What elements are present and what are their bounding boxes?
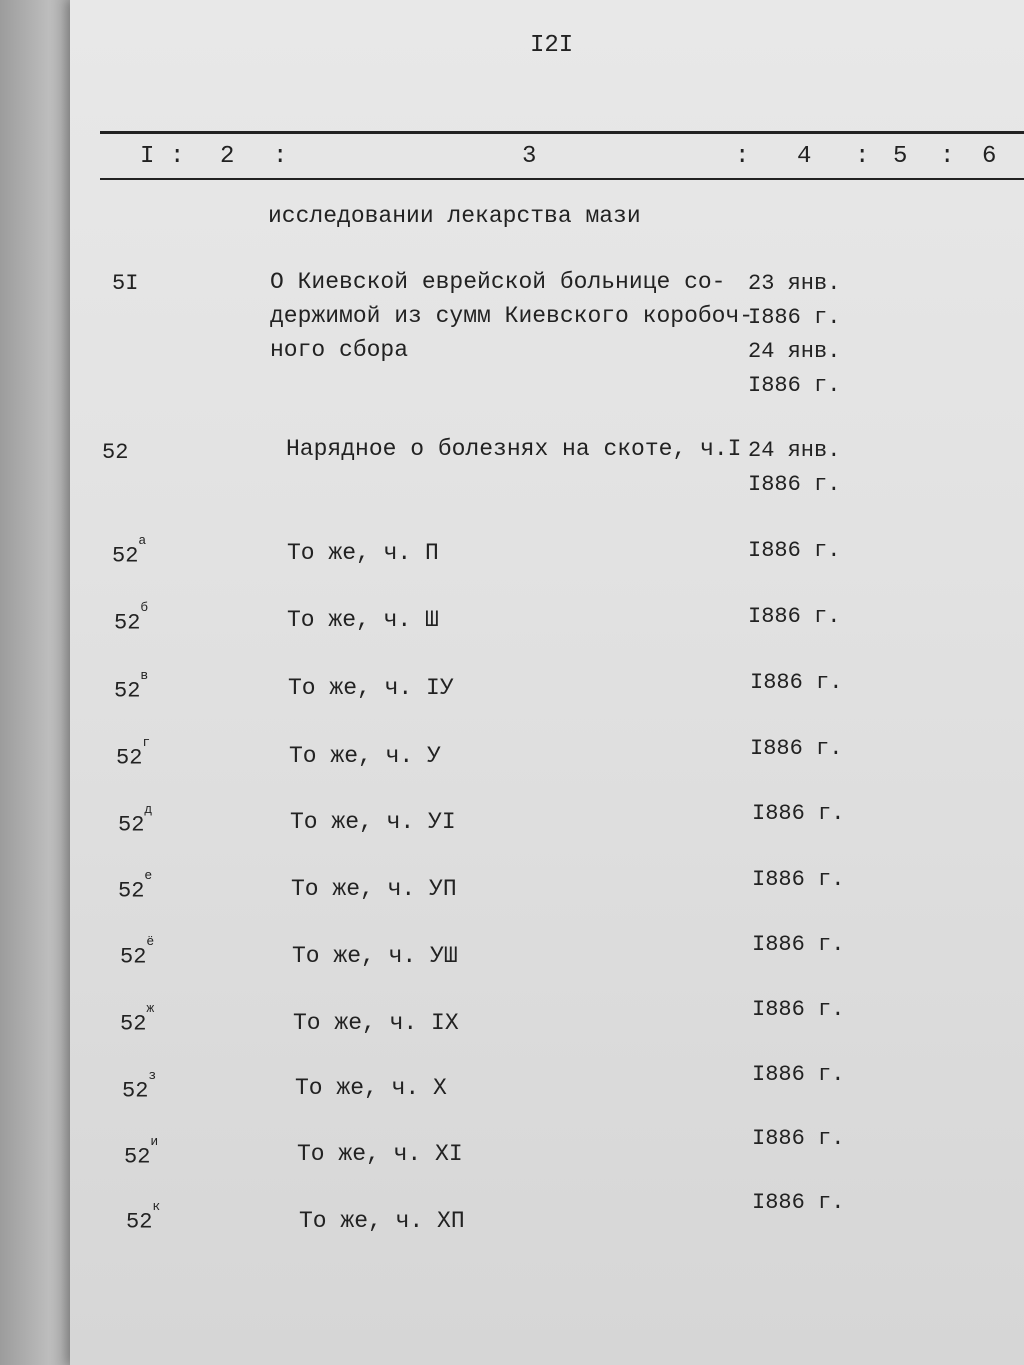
row-12-number <box>124 1134 159 1170</box>
header-col-4: 4 <box>797 143 812 170</box>
row-13-number-main: 52 <box>126 1209 153 1235</box>
row-5-date-line-0: I886 г. <box>750 670 843 695</box>
row-5-number <box>114 668 149 704</box>
row-1-date-line-1: I886 г. <box>748 305 841 330</box>
row-13-desc-line-0: То же, ч. ХП <box>299 1208 465 1234</box>
row-6-desc-line-0: То же, ч. У <box>289 743 441 769</box>
row-5-number-sup: в <box>140 668 149 683</box>
page-number: I2I <box>530 32 574 59</box>
row-11-number-sup: з <box>148 1068 157 1083</box>
row-3-number <box>112 533 147 569</box>
header-separator-3: : <box>735 143 750 170</box>
header-separator-4: : <box>855 143 870 170</box>
row-6-number-sup: г <box>142 735 151 750</box>
row-3-number-sup: а <box>138 533 147 548</box>
row-10-desc-line-0: То же, ч. IХ <box>293 1010 459 1036</box>
row-10-date-line-0: I886 г. <box>752 997 845 1022</box>
row-9-number-main: 52 <box>120 944 147 970</box>
row-10-number-sup: ж <box>146 1001 155 1016</box>
header-col-5: 5 <box>893 143 908 170</box>
row-10-number-main: 52 <box>120 1011 147 1037</box>
header-separator-2: : <box>273 143 288 170</box>
row-8-desc-line-0: То же, ч. УП <box>291 876 457 902</box>
row-12-number-main: 52 <box>124 1144 151 1170</box>
row-8-number-main: 52 <box>118 878 145 904</box>
row-9-number-sup: ё <box>146 934 155 949</box>
row-7-number-main: 52 <box>118 812 145 838</box>
row-11-desc-line-0: То же, ч. Х <box>295 1075 447 1101</box>
row-8-number-sup: е <box>144 868 153 883</box>
row-11-date-line-0: I886 г. <box>752 1062 845 1087</box>
row-1-date-line-3: I886 г. <box>748 373 841 398</box>
row-5-number-main: 52 <box>114 678 141 704</box>
row-3-number-main: 52 <box>112 543 139 569</box>
header-col-1: I <box>140 143 155 170</box>
row-7-number-sup: д <box>144 802 153 817</box>
row-4-date-line-0: I886 г. <box>748 604 841 629</box>
header-separator-5: : <box>940 143 955 170</box>
row-7-number <box>118 802 153 838</box>
row-0-desc-line-0: исследовании лекарства мази <box>268 203 641 229</box>
header-col-6: 6 <box>982 143 997 170</box>
previous-page-edge <box>0 0 70 1365</box>
row-9-number <box>120 934 155 970</box>
row-9-date-line-0: I886 г. <box>752 932 845 957</box>
row-2-date-line-0: 24 янв. <box>748 438 841 463</box>
header-rule-top <box>100 131 1024 134</box>
row-4-desc-line-0: То же, ч. Ш <box>287 607 439 633</box>
header-separator-1: : <box>170 143 185 170</box>
row-2-desc-line-0: Нарядное о болезнях на скоте, ч.I <box>286 436 742 462</box>
row-1-date-line-2: 24 янв. <box>748 339 841 364</box>
row-9-desc-line-0: То же, ч. УШ <box>292 943 458 969</box>
row-8-date-line-0: I886 г. <box>752 867 845 892</box>
header-col-2: 2 <box>220 143 235 170</box>
row-4-number-main: 52 <box>114 610 141 636</box>
row-4-number <box>114 600 149 636</box>
row-7-date-line-0: I886 г. <box>752 801 845 826</box>
row-1-desc-line-0: О Киевской еврейской больнице со- <box>270 269 726 295</box>
row-6-number-main: 52 <box>116 745 143 771</box>
row-2-date-line-1: I886 г. <box>748 472 841 497</box>
row-1-date-line-0: 23 янв. <box>748 271 841 296</box>
row-3-desc-line-0: То же, ч. П <box>287 540 439 566</box>
row-2-number: 52 <box>102 440 129 465</box>
row-5-desc-line-0: То же, ч. IУ <box>288 675 454 701</box>
row-6-number <box>116 735 151 771</box>
row-12-date-line-0: I886 г. <box>752 1126 845 1151</box>
row-11-number-main: 52 <box>122 1078 149 1104</box>
row-1-desc-line-1: держимой из сумм Киевского коробоч- <box>270 303 754 329</box>
row-1-desc-line-2: ного сбора <box>270 337 409 363</box>
row-4-number-sup: б <box>140 600 149 615</box>
header-col-3: 3 <box>522 143 537 170</box>
row-13-date-line-0: I886 г. <box>752 1190 845 1215</box>
header-rule-bottom <box>100 178 1024 180</box>
row-8-number <box>118 868 153 904</box>
row-12-desc-line-0: То же, ч. ХI <box>297 1141 463 1167</box>
row-13-number <box>126 1199 161 1235</box>
row-11-number <box>122 1068 157 1104</box>
row-12-number-sup: и <box>150 1134 159 1149</box>
row-7-desc-line-0: То же, ч. УI <box>290 809 456 835</box>
row-10-number <box>120 1001 155 1037</box>
row-13-number-sup: к <box>152 1199 161 1214</box>
row-3-date-line-0: I886 г. <box>748 538 841 563</box>
row-1-number: 5I <box>112 271 139 296</box>
row-6-date-line-0: I886 г. <box>750 736 843 761</box>
